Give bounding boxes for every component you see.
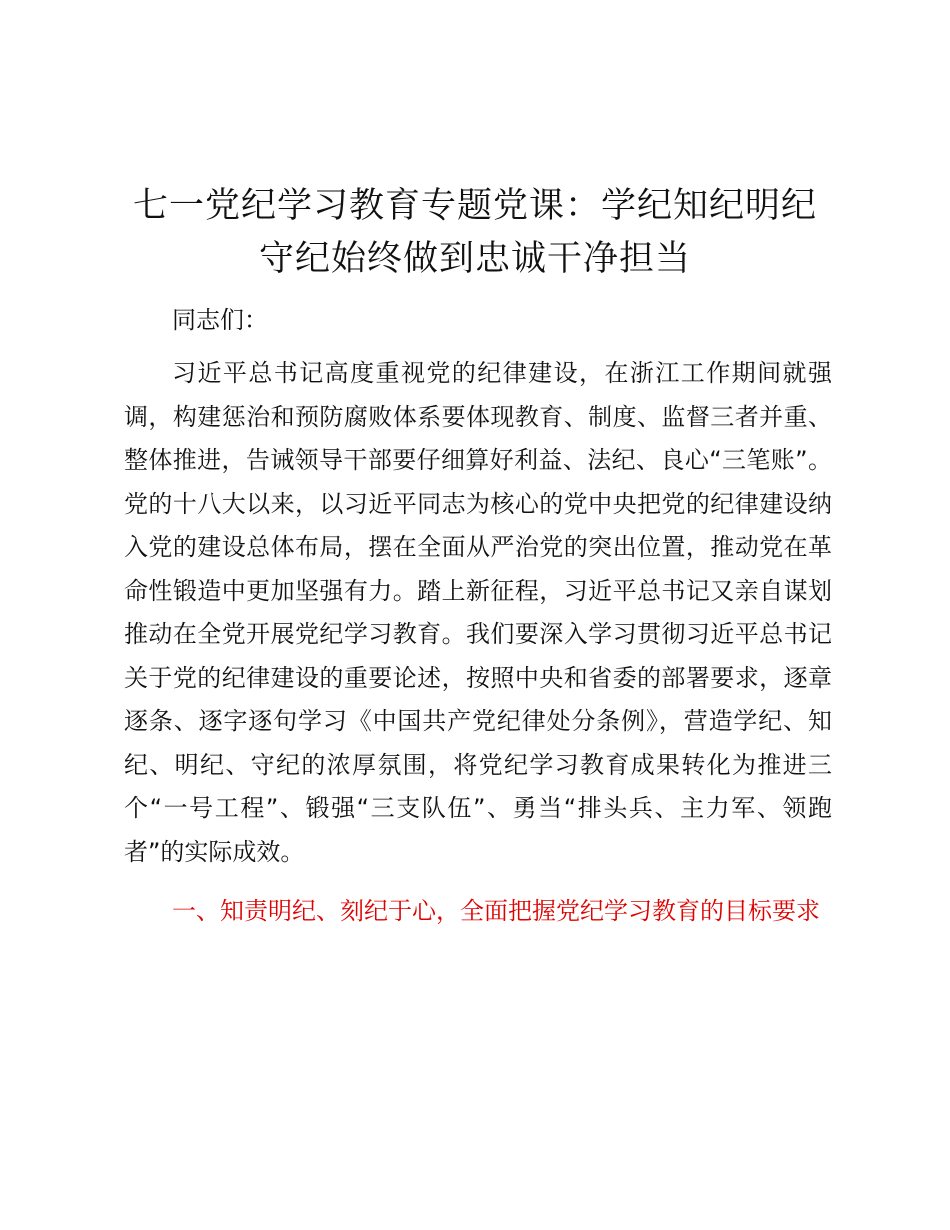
salutation: 同志们：: [172, 306, 268, 334]
document-title: 七一党纪学习教育专题党课：学纪知纪明纪守纪始终做到忠诚干净担当: [132, 186, 817, 279]
section-heading: 一、知责明纪、刻纪于心，全面把握党纪学习教育的目标要求: [172, 897, 820, 925]
body-paragraph: 习近平总书记高度重视党的纪律建设，在浙江工作期间就强调，构建惩治和预防腐败体系要体现教育、制度、监督三者并重、整体推进，告诫领导干部要仔细算好利益、法纪、良心“三笔账”。党的十八大以来，以习近平同志为核心的党中央把党的纪律建设纳入党的建设总体布局，摆在全面从严治党的突出位置，推动党在革命性锻造中更加坚强有力。踏上新征程，习近平总书记又亲自谋划推动在全党开展党纪学习教育。我们要深入学习贯彻习近平总书记关于党的纪律建设的重要论述，按照中央和省委的部署要求，逐章逐条、逐字逐句学习《中国共产党纪律处分条例》，营造学纪、知纪、明纪、守纪的浓厚氛围，将党纪学习教育成果转化为推进三个“一号工程”、锻强“三支队伍”、勇当“排头兵、主力军、领跑者”的实际成效。: [124, 359, 832, 866]
